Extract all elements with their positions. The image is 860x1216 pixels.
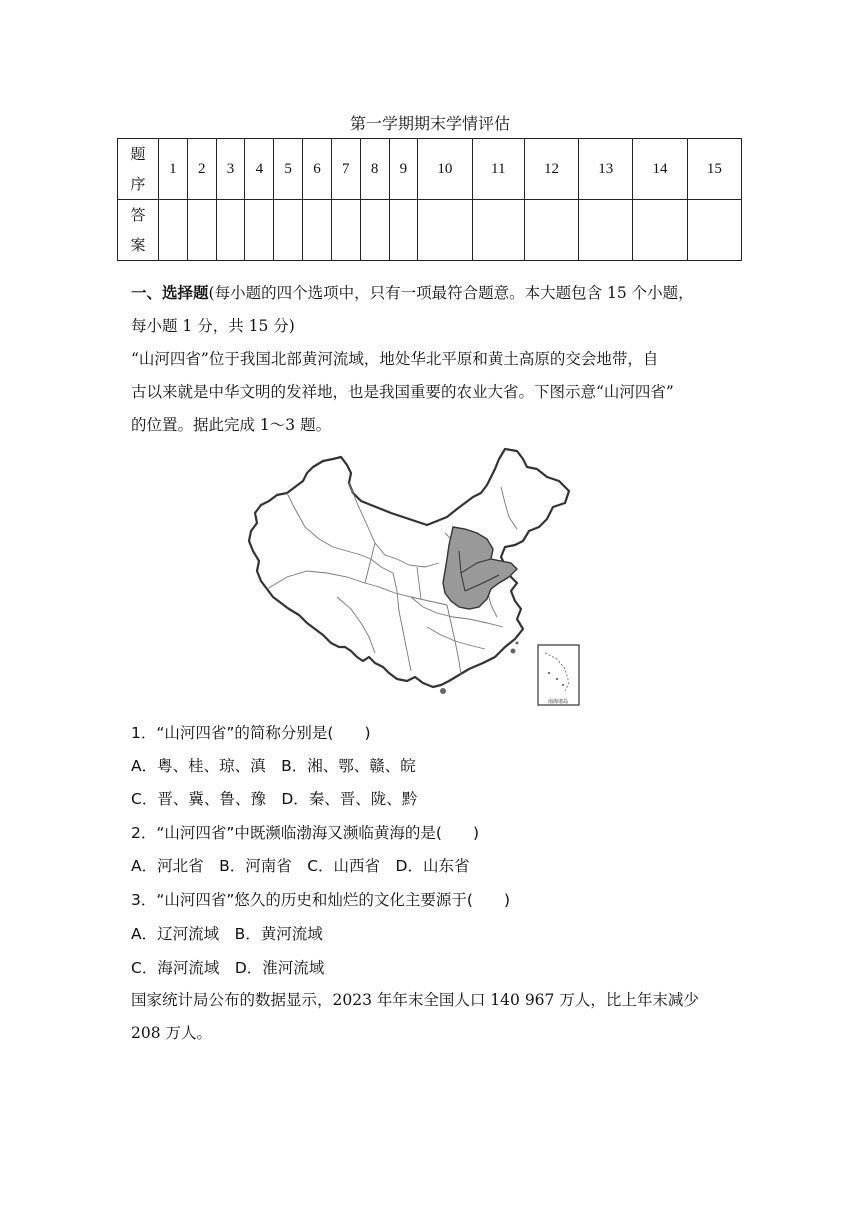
- answer-table: [117, 138, 742, 261]
- question-number-cell: 6: [303, 139, 332, 200]
- islands: [440, 642, 519, 695]
- question-number-cell: 3: [216, 139, 245, 200]
- passage1-line: “山河四省”位于我国北部黄河流域，地处华北平原和黄土高原的交会地带，自: [131, 350, 659, 368]
- answer-cell[interactable]: [331, 200, 360, 261]
- answer-cell[interactable]: [418, 200, 472, 261]
- question-number-cell: 10: [418, 139, 472, 200]
- section-note-line2: 每小题 1 分，共 15 分): [131, 317, 295, 335]
- question-1-options: C．晋、冀、鲁、豫 D．秦、晋、陇、黔: [131, 790, 418, 808]
- shanhe-four-provinces: [443, 527, 517, 609]
- inset-label: 南海诸岛: [547, 699, 569, 705]
- question-1-stem: 1．“山河四省”的简称分别是( ): [131, 724, 371, 742]
- question-number-cell: 11: [472, 139, 524, 200]
- section-heading: [131, 277, 751, 310]
- question-3-stem: 3．“山河四省”悠久的历史和灿烂的文化主要源于( ): [131, 891, 511, 909]
- question-number-cell: 4: [245, 139, 274, 200]
- passage1-line: 古以来就是中华文明的发祥地，也是我国重要的农业大省。下图示意“山河四省”: [131, 383, 674, 401]
- table-row-numbers: [118, 139, 742, 200]
- china-map: [247, 447, 584, 709]
- question-number-cell: 12: [524, 139, 578, 200]
- question-2-stem: 2．“山河四省”中既濒临渤海又濒临黄海的是( ): [131, 824, 480, 842]
- question-number-cell: 15: [687, 139, 741, 200]
- south-sea-inset: [538, 645, 579, 705]
- answer-cell[interactable]: [187, 200, 216, 261]
- question-number-cell: 5: [274, 139, 303, 200]
- island-dot: [516, 642, 519, 645]
- section-heading-label: 一、选择题: [131, 284, 209, 302]
- question-number-cell: 14: [633, 139, 687, 200]
- question-number-cell: 2: [187, 139, 216, 200]
- taiwan-island: [511, 649, 516, 654]
- answer-cell[interactable]: [579, 200, 633, 261]
- question-number-cell: 1: [159, 139, 188, 200]
- answer-cell[interactable]: [633, 200, 687, 261]
- answer-cell[interactable]: [389, 200, 418, 261]
- section-note: (每小题的四个选项中，只有一项最符合题意。本大题包含 15 个小题，: [208, 284, 694, 302]
- question-3-options: C．海河流域 D．淮河流域: [131, 959, 325, 977]
- row-label-char: 题: [130, 145, 146, 163]
- answer-cell[interactable]: [360, 200, 389, 261]
- question-1-options: A．粤、桂、琼、滇 B．湘、鄂、赣、皖: [131, 757, 416, 775]
- answer-cell[interactable]: [524, 200, 578, 261]
- passage2-line: 208 万人。: [131, 1024, 213, 1042]
- question-number-cell: 13: [579, 139, 633, 200]
- question-3-options: A．辽河流域 B．黄河流域: [131, 925, 323, 943]
- question-2-options: A．河北省 B．河南省 C．山西省 D．山东省: [131, 857, 470, 875]
- passage2-line: 国家统计局公布的数据显示，2023 年年末全国人口 140 967 万人，比上年末减少: [131, 991, 699, 1009]
- row-label-tixu: [118, 139, 159, 200]
- answer-cell[interactable]: [472, 200, 524, 261]
- answer-cell[interactable]: [216, 200, 245, 261]
- question-number-cell: 8: [360, 139, 389, 200]
- question-number-cell: 9: [389, 139, 418, 200]
- passage1-line: 的位置。据此完成 1～3 题。: [131, 416, 332, 434]
- row-label-daan: [118, 200, 159, 261]
- question-number-cell: 7: [331, 139, 360, 200]
- answer-cell[interactable]: [159, 200, 188, 261]
- answer-cell[interactable]: [303, 200, 332, 261]
- china-outline: [249, 449, 569, 687]
- answer-cell[interactable]: [245, 200, 274, 261]
- row-label-char: 序: [130, 175, 146, 193]
- row-label-char: 案: [130, 236, 146, 254]
- page-title: 第一学期期末学情评估: [349, 114, 510, 133]
- row-label-char: 答: [130, 206, 146, 224]
- answer-cell[interactable]: [687, 200, 741, 261]
- table-row-answers: [118, 200, 742, 261]
- answer-cell[interactable]: [274, 200, 303, 261]
- hainan-island: [440, 688, 446, 694]
